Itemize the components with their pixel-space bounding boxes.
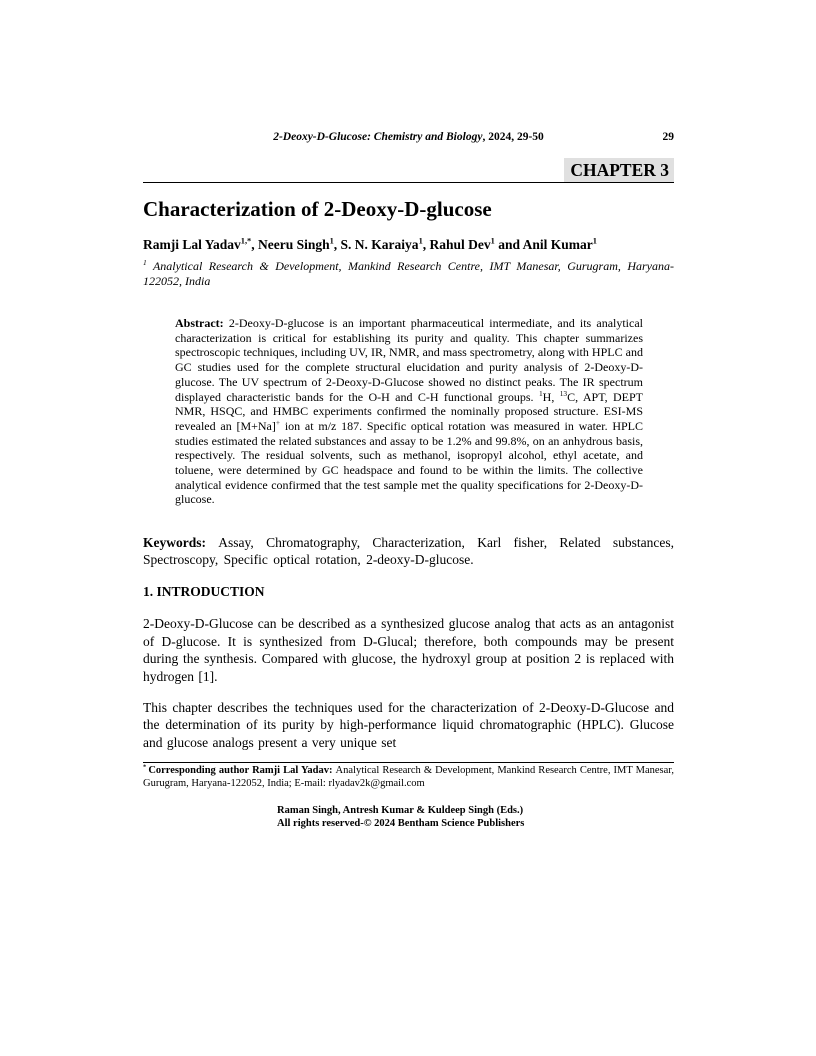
- keywords: Keywords: Assay, Chromatography, Characterization, Karl fisher, Related substances, Spectroscopy, Specific optical rotation, 2-deoxy-D-glucose.: [143, 535, 674, 568]
- chapter-header-rule: [143, 158, 674, 183]
- affiliation: $^1$ Analytical Research & Development, Mankind Research Centre, IMT Manesar, Gurugram, Haryana-122052, India: [143, 258, 674, 288]
- footnote-divider: [143, 762, 674, 763]
- chapter-badge: CHAPTER 3: [564, 158, 674, 182]
- chapter-title: Characterization of 2-Deoxy-D-glucose: [143, 197, 492, 221]
- running-header-title: 2-Deoxy-D-Glucose: Chemistry and Biology, 2024, 29-50: [273, 131, 544, 143]
- section-heading-introduction: 1. INTRODUCTION: [143, 584, 265, 600]
- intro-paragraph-2: This chapter describes the techniques used for the characterization of 2-Deoxy-D-Glucose and the determination of its purity by high-performance liquid chromatographic (HPLC). Glucose and glucose analogs present a very unique set: [143, 699, 674, 750]
- editors-credit: Raman Singh, Antresh Kumar & Kuldeep Singh (Eds.): [277, 804, 524, 816]
- running-header: [143, 130, 674, 144]
- imprint-block: [277, 805, 674, 831]
- corresponding-author-footnote: * Corresponding author Ramji Lal Yadav: Analytical Research & Development, Mankind Research Centre, IMT Manesar, Gurugram, Haryana-122052, India; E-mail: rlyadav2k@gmail.com: [143, 763, 674, 789]
- intro-paragraph-1: 2-Deoxy-D-Glucose can be described as a synthesized glucose analog that acts as an antagonist of D-glucose. It is synthesized from D-Glucal; therefore, both compounds may be present during the synthesis. Compared with glucose, the hydroxyl group at position 2 is replaced with hydrogen [1].: [143, 616, 674, 684]
- copyright-notice: All rights reserved-© 2024 Bentham Science Publishers: [277, 817, 525, 829]
- abstract-text: Abstract: 2-Deoxy-D-glucose is an important pharmaceutical intermediate, and its analytical characterization is critical for establishing its purity and quality. This chapter summarizes spectroscopic techniques, including UV, IR, NMR, and mass spectrometry, along with HPLC and GC studies used for the complete structural elucidation and purity analysis of 2-Deoxy-D-glucose. The UV spectrum of 2-Deoxy-D-Glucose showed no distinct peaks. The IR spectrum displayed characteristic bands for the O-H and C-H functional groups. $^1$H, $^{13}$C, APT, DEPT NMR, HSQC, and HMBC experiments confirmed the nominally proposed structure. ESI-MS revealed an [M+Na]+ ion at m/z 187. Specific optical rotation was measured in water. HPLC studies estimated the related substances and assay to be 1.2% and 99.8%, on an anhydrous basis, respectively. The residual solvents, such as methanol, isopropyl alcohol, ethyl acetate, and toluene, were determined by GC headspace and found to be within the limits. The collective analytical evidence confirmed that the test sample met the quality specifications for 2-Deoxy-D-glucose.: [175, 316, 644, 507]
- authors-byline: Ramji Lal Yadav$^{1,*}$, Neeru Singh$^1$, S. N. Karaiya$^1$, Rahul Dev$^1$ and Anil Kumar$^1$: [143, 236, 597, 252]
- page-number: 29: [662, 131, 674, 143]
